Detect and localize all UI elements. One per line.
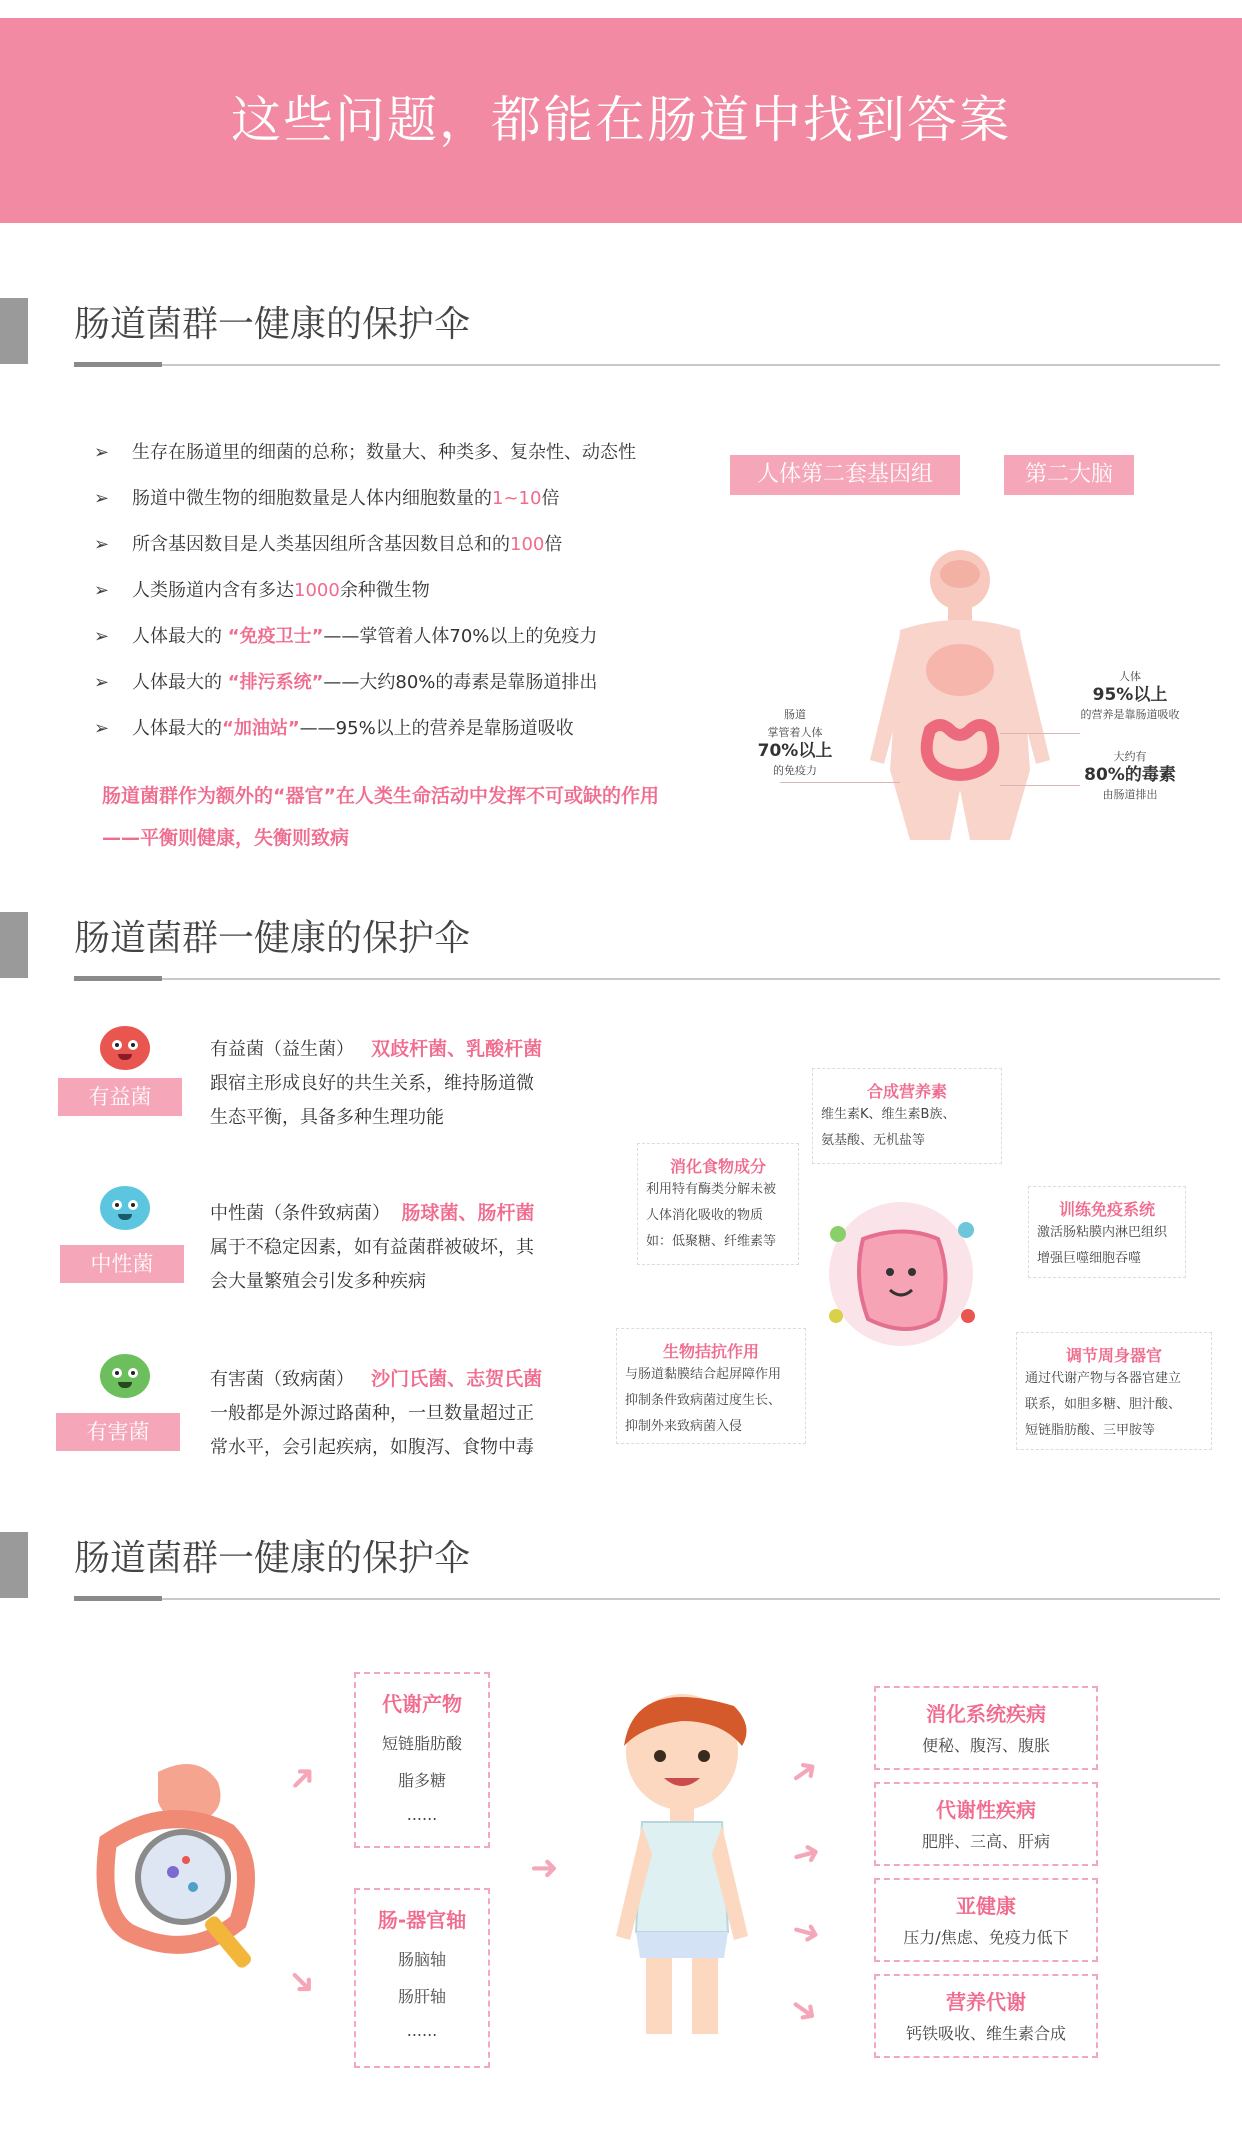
arrow-icon: ➜ xyxy=(530,1848,559,1888)
subhealth-box: 亚健康 压力/焦虑、免疫力低下 xyxy=(874,1878,1098,1962)
header-banner xyxy=(0,18,1242,223)
neutral-bacteria-icon xyxy=(100,1186,150,1230)
arrow-icon: ➜ xyxy=(787,1908,826,1956)
section-title: 肠道菌群一健康的保护伞 xyxy=(74,1538,471,1579)
digestive-disease-box: 消化系统疾病 便秘、腹泻、腹胀 xyxy=(874,1686,1098,1770)
divider-accent xyxy=(74,1596,162,1601)
boy-illustration xyxy=(592,1686,772,2044)
nutrition-metabolism-box: 营养代谢 钙铁吸收、维生素合成 xyxy=(874,1974,1098,2058)
bullet-arrow-icon: ➢ xyxy=(94,580,110,601)
metabolites-box: 代谢产物 短链脂肪酸 脂多糖 ...... xyxy=(354,1672,490,1848)
bullet-item: ➢ 人体最大的 “排污系统”——大约80%的毒素是靠肠道排出 xyxy=(94,672,598,693)
section-2-header xyxy=(0,910,1242,990)
divider xyxy=(74,978,1220,980)
immunity-stat-label: 肠道 掌管着人体 70%以上 的免疫力 xyxy=(757,708,833,777)
beneficial-bacteria-icon xyxy=(100,1026,150,1070)
function-box-organ-regulation: 调节周身器官 通过代谢产物与各器官建立 联系，如胆多糖、胆汁酸、 短链脂肪酸、三甲胺等 xyxy=(1016,1332,1212,1450)
banner-title: 这些问题，都能在肠道中找到答案 xyxy=(231,91,1011,149)
harmful-bacteria-label: 有害菌 xyxy=(56,1413,180,1451)
gut-magnifier-illustration xyxy=(88,1752,288,1982)
bullet-arrow-icon: ➢ xyxy=(94,534,110,555)
bullet-item: ➢ 所含基因数目是人类基因组所含基因数目总和的100倍 xyxy=(94,534,563,555)
beneficial-bacteria-description: 有益菌（益生菌） 双歧杆菌、乳酸杆菌 跟宿主形成良好的共生关系，维持肠道微 生态平衡，具备多种生理功能 xyxy=(210,1038,543,1128)
section-marker xyxy=(0,298,28,364)
nutrition-stat-label: 人体 95%以上 的营养是靠肠道吸收 xyxy=(1080,670,1180,721)
function-box-digestion: 消化食物成分 利用特有酶类分解未被 人体消化吸收的物质 如：低聚糖、纤维素等 xyxy=(637,1143,799,1265)
bullet-arrow-icon: ➢ xyxy=(94,672,110,693)
function-box-antagonism: 生物拮抗作用 与肠道黏膜结合起屏障作用 抑制条件致病菌过度生长、 抑制外来致病菌入侵 xyxy=(616,1328,806,1444)
neutral-bacteria-label: 中性菌 xyxy=(60,1245,184,1283)
bullet-item: ➢ 人类肠道内含有多达1000余种微生物 xyxy=(94,580,430,601)
divider xyxy=(74,364,1220,366)
section-1-header xyxy=(0,296,1242,376)
function-box-nutrient-synthesis: 合成营养素 维生素K、维生素B族、 氨基酸、无机盐等 xyxy=(812,1068,1002,1164)
divider-accent xyxy=(74,362,162,367)
section-marker xyxy=(0,912,28,978)
harmful-bacteria-description: 有害菌（致病菌） 沙门氏菌、志贺氏菌 一般都是外源过路菌种，一旦数量超过正 常水平，会引起疾病，如腹泻、食物中毒 xyxy=(210,1368,543,1458)
arrow-icon: ➜ xyxy=(278,1957,327,2007)
bullet-item: ➢ 肠道中微生物的细胞数量是人体内细胞数量的1~10倍 xyxy=(94,488,560,509)
bullet-item: ➢ 人体最大的“加油站”——95%以上的营养是靠肠道吸收 xyxy=(94,718,574,739)
bullet-item: ➢ 人体最大的 “免疫卫士”——掌管着人体70%以上的免疫力 xyxy=(94,626,598,647)
function-box-immune-training: 训练免疫系统 激活肠粘膜内淋巴组织 增强巨噬细胞吞噬 xyxy=(1028,1186,1186,1278)
arrow-icon: ➜ xyxy=(278,1753,327,1803)
conclusion-text: 肠道菌群作为额外的“器官”在人类生命活动中发挥不可或缺的作用——平衡则健康，失衡则致病 xyxy=(102,785,659,849)
section-marker xyxy=(0,1532,28,1598)
human-body-illustration xyxy=(860,540,1060,840)
tag-second-brain: 第二大脑 xyxy=(1004,455,1134,495)
metabolic-disease-box: 代谢性疾病 肥胖、三高、肝病 xyxy=(874,1782,1098,1866)
beneficial-bacteria-label: 有益菌 xyxy=(58,1078,182,1116)
arrow-icon: ➜ xyxy=(781,1985,828,2035)
divider-accent xyxy=(74,976,162,981)
section-title: 肠道菌群一健康的保护伞 xyxy=(74,304,471,345)
tag-second-genome: 人体第二套基因组 xyxy=(730,455,960,495)
figure-leader-line xyxy=(780,782,900,783)
bullet-arrow-icon: ➢ xyxy=(94,626,110,647)
toxin-stat-label: 大约有 80%的毒素 由肠道排出 xyxy=(1084,750,1176,801)
bullet-arrow-icon: ➢ xyxy=(94,718,110,739)
harmful-bacteria-icon xyxy=(100,1354,150,1398)
figure-leader-line xyxy=(1000,733,1080,734)
bullet-arrow-icon: ➢ xyxy=(94,442,110,463)
neutral-bacteria-description: 中性菌（条件致病菌） 肠球菌、肠杆菌 属于不稳定因素，如有益菌群被破坏，其 会大量繁殖会引发多种疾病 xyxy=(210,1202,535,1292)
bullet-arrow-icon: ➢ xyxy=(94,488,110,509)
gut-organ-axis-box: 肠-器官轴 肠脑轴 肠肝轴 ...... xyxy=(354,1888,490,2068)
section-3-header xyxy=(0,1530,1242,1610)
divider xyxy=(74,1598,1220,1600)
intestine-illustration xyxy=(818,1194,984,1354)
arrow-icon: ➜ xyxy=(781,1747,828,1797)
section-title: 肠道菌群一健康的保护伞 xyxy=(74,918,471,959)
bullet-item: ➢ 生存在肠道里的细菌的总称；数量大、种类多、复杂性、动态性 xyxy=(94,442,636,463)
arrow-icon: ➜ xyxy=(787,1830,826,1878)
